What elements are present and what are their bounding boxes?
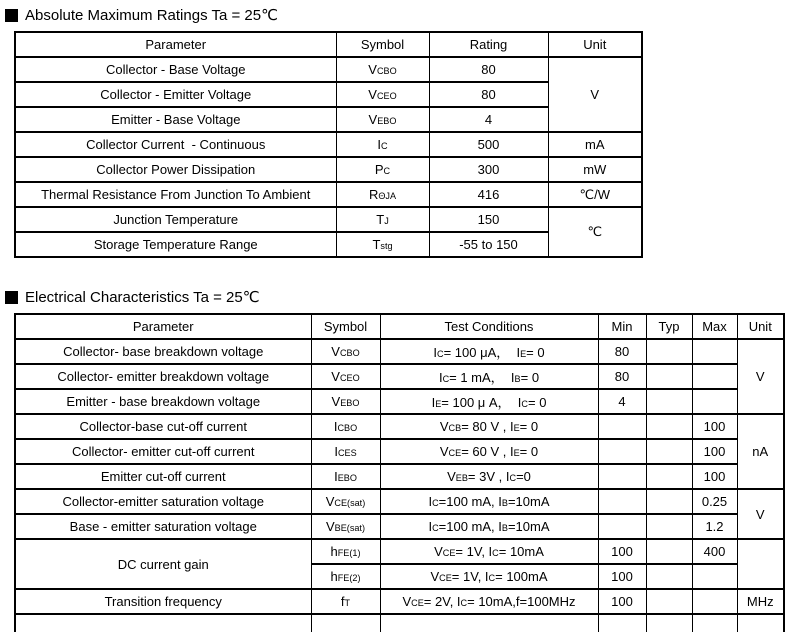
parameter-cell: Collector-base cut-off current: [15, 414, 311, 439]
rating-cell: 150: [429, 207, 548, 232]
typ-cell: [646, 564, 692, 589]
typ-cell: [646, 439, 692, 464]
max-cell: 100: [692, 439, 737, 464]
abs-max-section-title: [5, 7, 791, 24]
table-row: [15, 389, 784, 414]
conditions-cell: IC= 1 mA， IB= 0: [380, 364, 598, 389]
min-cell: 4: [598, 389, 646, 414]
parameter-cell: Collector-emitter saturation voltage: [15, 489, 311, 514]
table-row: [15, 539, 784, 564]
table-row: [15, 182, 642, 207]
min-cell: [598, 489, 646, 514]
symbol-cell: VCEO: [311, 364, 380, 389]
symbol-cell: RΘJA: [336, 182, 429, 207]
conditions-cell: VCE= 2V, IC= 10mA,f=100MHz: [380, 589, 598, 614]
symbol-cell: VCBO: [336, 57, 429, 82]
rating-cell: 80: [429, 82, 548, 107]
parameter-cell: Collector Power Dissipation: [15, 157, 336, 182]
min-cell: 80: [598, 364, 646, 389]
max-cell: 1.2: [692, 514, 737, 539]
max-cell: [692, 364, 737, 389]
table-row: [15, 514, 784, 539]
parameter-cell: Emitter - base breakdown voltage: [15, 389, 311, 414]
parameter-cell: Emitter - Base Voltage: [15, 107, 336, 132]
symbol-cell: PC: [336, 157, 429, 182]
unit-cell: nA: [737, 414, 784, 489]
col-header-unit: Unit: [548, 32, 642, 57]
unit-cell: ℃: [548, 207, 642, 257]
rating-cell: 4: [429, 107, 548, 132]
table-row-partial: [15, 614, 784, 632]
table-row: [15, 82, 642, 107]
col-header-rating: Rating: [429, 32, 548, 57]
table-row: [15, 489, 784, 514]
table-row: [15, 439, 784, 464]
conditions-cell: IC= 100 μA， IE= 0: [380, 339, 598, 364]
col-header-max: Max: [692, 314, 737, 339]
parameter-cell: Collector- base breakdown voltage: [15, 339, 311, 364]
section-bullet-icon: [5, 9, 18, 22]
section-bullet-icon: [5, 291, 18, 304]
symbol-cell: VCEO: [336, 82, 429, 107]
max-cell: 400: [692, 539, 737, 564]
symbol-cell: fT: [311, 589, 380, 614]
typ-cell: [646, 339, 692, 364]
rating-cell: 80: [429, 57, 548, 82]
section-title-text: Electrical Characteristics Ta = 25℃: [25, 289, 260, 306]
table-row: [15, 57, 642, 82]
max-cell: 0.25: [692, 489, 737, 514]
table-row: [15, 364, 784, 389]
typ-cell: [646, 614, 692, 632]
header-row: [15, 32, 642, 57]
typ-cell: [646, 414, 692, 439]
rating-cell: 500: [429, 132, 548, 157]
max-cell: [692, 339, 737, 364]
typ-cell: [646, 489, 692, 514]
typ-cell: [646, 539, 692, 564]
section-title-text: Absolute Maximum Ratings Ta = 25℃: [25, 7, 278, 24]
table-row: [15, 107, 642, 132]
typ-cell: [646, 364, 692, 389]
parameter-cell: Emitter cut-off current: [15, 464, 311, 489]
parameter-cell: [15, 614, 311, 632]
min-cell: [598, 614, 646, 632]
symbol-cell: IC: [336, 132, 429, 157]
conditions-cell: [380, 614, 598, 632]
symbol-cell: hFE(1): [311, 539, 380, 564]
symbol-cell: [311, 614, 380, 632]
parameter-cell: Transition frequency: [15, 589, 311, 614]
table-row: [15, 132, 642, 157]
symbol-cell: VEBO: [311, 389, 380, 414]
rating-cell: -55 to 150: [429, 232, 548, 257]
typ-cell: [646, 514, 692, 539]
col-header-min: Min: [598, 314, 646, 339]
table-row: [15, 339, 784, 364]
unit-cell: mA: [548, 132, 642, 157]
parameter-cell: Collector - Emitter Voltage: [15, 82, 336, 107]
min-cell: 100: [598, 539, 646, 564]
unit-cell: V: [737, 339, 784, 414]
table-row: [15, 464, 784, 489]
unit-cell: [737, 539, 784, 589]
symbol-cell: Tstg: [336, 232, 429, 257]
symbol-cell: VEBO: [336, 107, 429, 132]
parameter-cell: Collector - Base Voltage: [15, 57, 336, 82]
conditions-cell: VCE= 1V, IC= 10mA: [380, 539, 598, 564]
symbol-cell: TJ: [336, 207, 429, 232]
col-header-parameter: Parameter: [15, 314, 311, 339]
rating-cell: 300: [429, 157, 548, 182]
rating-cell: 416: [429, 182, 548, 207]
max-cell: [692, 589, 737, 614]
max-cell: [692, 614, 737, 632]
min-cell: [598, 439, 646, 464]
conditions-cell: VCE= 60 V , IE= 0: [380, 439, 598, 464]
typ-cell: [646, 389, 692, 414]
unit-cell: [737, 614, 784, 632]
min-cell: 100: [598, 589, 646, 614]
typ-cell: [646, 589, 692, 614]
conditions-cell: VEB= 3V , IC=0: [380, 464, 598, 489]
min-cell: [598, 414, 646, 439]
symbol-cell: ICES: [311, 439, 380, 464]
col-header-symbol: Symbol: [311, 314, 380, 339]
parameter-cell: Collector- emitter breakdown voltage: [15, 364, 311, 389]
unit-cell: V: [737, 489, 784, 539]
table-row: [15, 589, 784, 614]
unit-cell: ℃/W: [548, 182, 642, 207]
col-header-parameter: Parameter: [15, 32, 336, 57]
col-header-symbol: Symbol: [336, 32, 429, 57]
max-cell: [692, 389, 737, 414]
table-row: [15, 207, 642, 232]
min-cell: [598, 464, 646, 489]
unit-cell: V: [548, 57, 642, 132]
symbol-cell: ICBO: [311, 414, 380, 439]
parameter-cell: Junction Temperature: [15, 207, 336, 232]
min-cell: 100: [598, 564, 646, 589]
symbol-cell: VBE(sat): [311, 514, 380, 539]
min-cell: 80: [598, 339, 646, 364]
parameter-cell: Collector- emitter cut-off current: [15, 439, 311, 464]
table-row: [15, 414, 784, 439]
typ-cell: [646, 464, 692, 489]
conditions-cell: VCE= 1V, IC= 100mA: [380, 564, 598, 589]
max-cell: 100: [692, 464, 737, 489]
header-row: [15, 314, 784, 339]
max-cell: 100: [692, 414, 737, 439]
symbol-cell: VCE(sat): [311, 489, 380, 514]
parameter-cell: Base - emitter saturation voltage: [15, 514, 311, 539]
elec-char-table: [14, 313, 785, 632]
elec-char-section-title: [5, 289, 791, 306]
parameter-cell: DC current gain: [15, 539, 311, 589]
table-row: [15, 157, 642, 182]
table-row: [15, 232, 642, 257]
unit-cell: MHz: [737, 589, 784, 614]
col-header-typ: Typ: [646, 314, 692, 339]
conditions-cell: IC=100 mA, IB=10mA: [380, 489, 598, 514]
min-cell: [598, 514, 646, 539]
symbol-cell: hFE(2): [311, 564, 380, 589]
symbol-cell: VCBO: [311, 339, 380, 364]
parameter-cell: Collector Current - Continuous: [15, 132, 336, 157]
parameter-cell: Thermal Resistance From Junction To Ambient: [15, 182, 336, 207]
abs-max-table: [14, 31, 643, 258]
col-header-test-conditions: Test Conditions: [380, 314, 598, 339]
parameter-cell: Storage Temperature Range: [15, 232, 336, 257]
conditions-cell: IC=100 mA, IB=10mA: [380, 514, 598, 539]
max-cell: [692, 564, 737, 589]
conditions-cell: VCB= 80 V , IE= 0: [380, 414, 598, 439]
col-header-unit: Unit: [737, 314, 784, 339]
symbol-cell: IEBO: [311, 464, 380, 489]
unit-cell: mW: [548, 157, 642, 182]
conditions-cell: IE= 100 μ A， IC= 0: [380, 389, 598, 414]
